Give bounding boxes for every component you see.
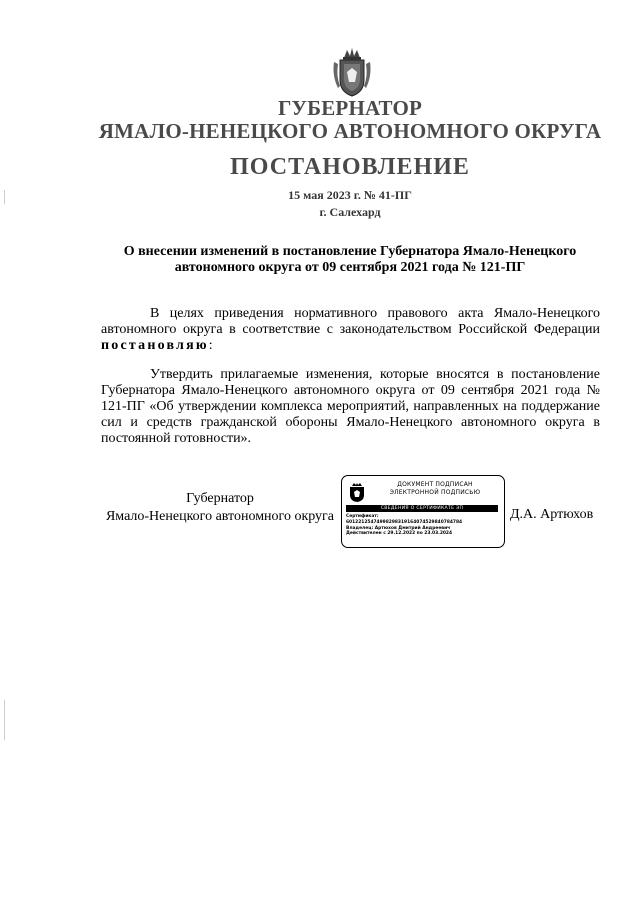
scan-artifact xyxy=(4,190,5,204)
stamp-validity: Действителен с 29.12.2022 по 23.03.2024 xyxy=(346,531,453,537)
stamp-title-line1: ДОКУМЕНТ ПОДПИСАН xyxy=(397,481,473,488)
region-heading: ЯМАЛО-НЕНЕЦКОГО АВТОНОМНОГО ОКРУГА xyxy=(98,119,602,143)
stamp-cert-label: Сертификат: xyxy=(346,514,379,519)
stamp-owner: Владелец: Артюхов Дмитрий Андреевич xyxy=(346,525,451,531)
document-subject: О внесении изменений в постановление Губернатора Ямало-Ненецкого автономного округа от 09 сентября 2021 года № 121-ПГ xyxy=(123,244,577,275)
date-number: 15 мая 2023 г. № 41-ПГ xyxy=(288,188,412,202)
governor-heading: ГУБЕРНАТОР xyxy=(277,96,423,120)
coat-of-arms-icon xyxy=(330,46,374,98)
signatory-position-line2: Ямало-Ненецкого автономного округа xyxy=(105,509,335,524)
stamp-emblem-icon xyxy=(348,483,366,503)
decree-word: постановляю xyxy=(101,338,209,353)
stamp-title-line2: ЭЛЕКТРОННОЙ ПОДПИСЬЮ xyxy=(389,489,481,496)
stamp-details xyxy=(346,514,501,537)
city: г. Салехард xyxy=(319,205,381,219)
signatory-position xyxy=(100,490,340,526)
stamp-title xyxy=(370,481,500,497)
preamble-text: В целях приведения нормативного правового акта Ямало-Ненецкого автономного округа в соответствие с законодательством Российской Федерации xyxy=(101,306,600,337)
signatory-position-line1: Губернатор xyxy=(186,491,254,506)
stamp-cert-number: 6012212547499829831916407452984078​4784 xyxy=(346,519,463,525)
signatory-name: Д.А. Артюхов xyxy=(510,507,594,522)
resolution-paragraph: Утвердить прилагаемые изменения, которые вносятся в постановление Губернатора Ямало-Ненецкого автономного округа от 09 сентября 2021 года № 121-ПГ «Об утверждении комплекса мероприятий, направленных на поддержание сил и средств гражданской обороны Ямало-Ненецкого автономного округа в постоянной готовности». xyxy=(101,367,600,446)
document-type-heading: ПОСТАНОВЛЕНИЕ xyxy=(230,154,470,180)
electronic-signature-stamp xyxy=(341,475,505,548)
stamp-certificate-bar: СВЕДЕНИЯ О СЕРТИФИКАТЕ ЭП xyxy=(346,505,498,512)
decree-word-colon: : xyxy=(208,338,213,353)
preamble-paragraph xyxy=(101,306,600,354)
scan-artifact xyxy=(4,700,5,740)
